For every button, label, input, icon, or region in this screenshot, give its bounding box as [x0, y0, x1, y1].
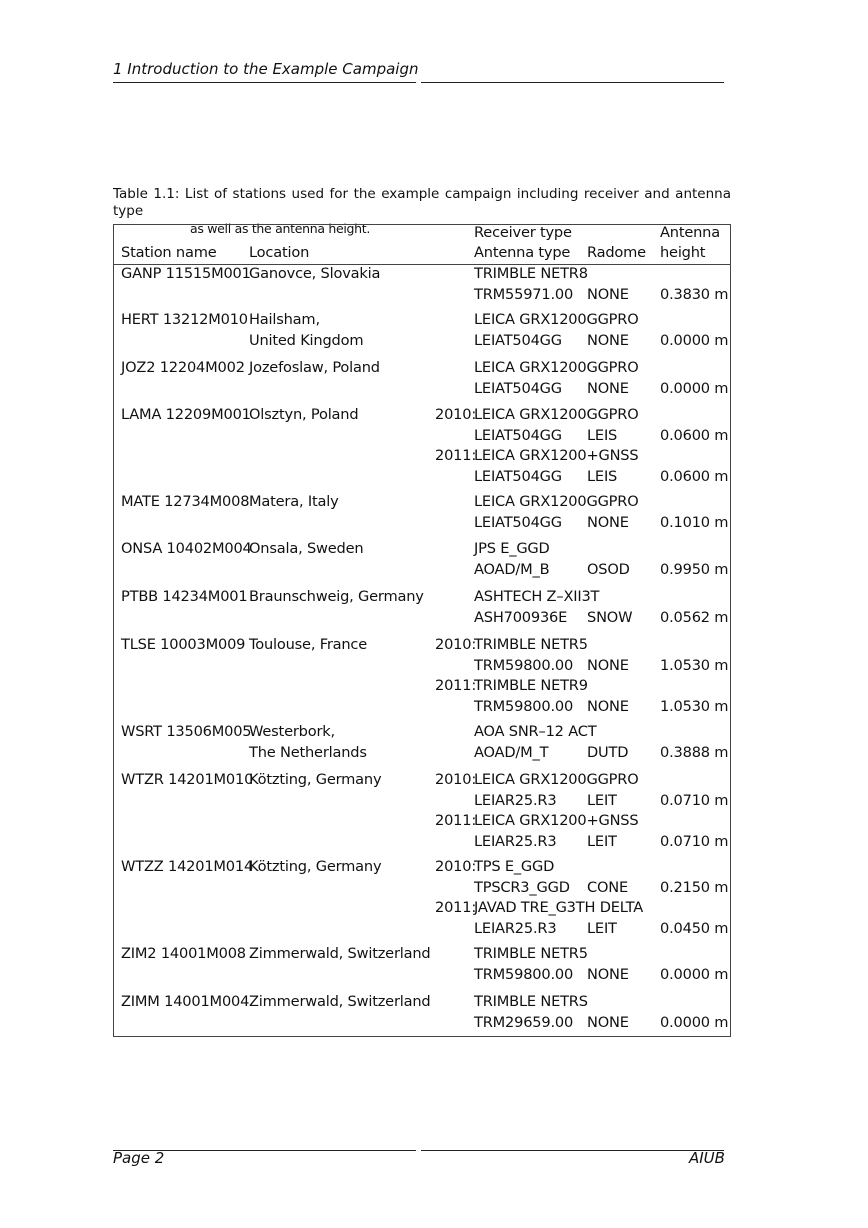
receiver-type: LEICA GRX1200+GNSS — [474, 447, 639, 464]
antenna-height: 1.0530 m — [660, 698, 729, 715]
installation-year: 2011: — [435, 812, 477, 829]
receiver-type: TRIMBLE NETR5 — [474, 636, 588, 653]
radome: NONE — [587, 966, 629, 983]
page-number: Page 2 — [113, 1149, 165, 1167]
radome: LEIS — [587, 427, 618, 444]
station-location: Olsztyn, Poland — [249, 406, 359, 423]
receiver-type: JAVAD TRE_G3TH DELTA — [474, 899, 644, 916]
radome: NONE — [587, 657, 629, 674]
antenna-type: LEIAR25.R3 — [474, 920, 557, 937]
station-location: Kötzting, Germany — [249, 858, 382, 875]
installation-year: 2011: — [435, 677, 477, 694]
header-antenna-type: Antenna type — [474, 244, 571, 261]
radome: NONE — [587, 332, 629, 349]
receiver-type: TRIMBLE NETR9 — [474, 677, 588, 694]
antenna-type: TRM55971.00 — [474, 286, 574, 303]
radome: SNOW — [587, 609, 633, 626]
radome: LEIS — [587, 468, 618, 485]
station-location: Jozefoslaw, Poland — [249, 359, 380, 376]
station-location: Kötzting, Germany — [249, 771, 382, 788]
station-name: GANP 11515M001 — [121, 265, 251, 282]
receiver-type: TRIMBLE NETRS — [474, 993, 588, 1010]
station-name: WTZR 14201M010 — [121, 771, 254, 788]
receiver-type: TRIMBLE NETR8 — [474, 265, 588, 282]
header-rule-left — [113, 82, 416, 83]
header-rule-right — [421, 82, 724, 83]
radome: NONE — [587, 514, 629, 531]
radome: CONE — [587, 879, 629, 896]
installation-year: 2010: — [435, 406, 477, 423]
header-station-name: Station name — [121, 244, 217, 261]
antenna-type: TRM29659.00 — [474, 1014, 574, 1031]
radome: NONE — [587, 1014, 629, 1031]
antenna-type: TRM59800.00 — [474, 657, 574, 674]
station-name: TLSE 10003M009 — [121, 636, 246, 653]
antenna-type: LEIAR25.R3 — [474, 792, 557, 809]
station-location: Matera, Italy — [249, 493, 339, 510]
radome: NONE — [587, 286, 629, 303]
antenna-type: TRM59800.00 — [474, 966, 574, 983]
station-location: Toulouse, France — [249, 636, 368, 653]
running-title: 1 Introduction to the Example Campaign — [113, 60, 419, 78]
header-location: Location — [249, 244, 310, 261]
antenna-type: AOAD/M_B — [474, 561, 550, 578]
receiver-type: LEICA GRX1200GGPRO — [474, 493, 639, 510]
antenna-height: 0.0000 m — [660, 332, 729, 349]
antenna-height: 1.0530 m — [660, 657, 729, 674]
receiver-type: TPS E_GGD — [474, 858, 555, 875]
caption-line-1: Table 1.1: List of stations used for the example campaign including receiver and antenna type — [113, 186, 731, 219]
antenna-type: LEIAT504GG — [474, 468, 562, 485]
radome: LEIT — [587, 833, 617, 850]
header-antenna: Antenna — [660, 224, 720, 241]
receiver-type: LEICA GRX1200GGPRO — [474, 311, 639, 328]
antenna-height: 0.0710 m — [660, 833, 729, 850]
station-name: ONSA 10402M004 — [121, 540, 252, 557]
header-radome: Radome — [587, 244, 646, 261]
antenna-type: LEIAT504GG — [474, 427, 562, 444]
antenna-height: 0.0000 m — [660, 966, 729, 983]
antenna-type: LEIAT504GG — [474, 332, 562, 349]
antenna-height: 0.3830 m — [660, 286, 729, 303]
receiver-type: LEICA GRX1200+GNSS — [474, 812, 639, 829]
station-location: The Netherlands — [249, 744, 367, 761]
antenna-type: TRM59800.00 — [474, 698, 574, 715]
radome: LEIT — [587, 792, 617, 809]
station-name: JOZ2 12204M002 — [121, 359, 245, 376]
antenna-type: LEIAT504GG — [474, 380, 562, 397]
antenna-height: 0.0600 m — [660, 468, 729, 485]
station-name: MATE 12734M008 — [121, 493, 250, 510]
station-name: LAMA 12209M001 — [121, 406, 251, 423]
header-height: height — [660, 244, 706, 261]
antenna-type: LEIAT504GG — [474, 514, 562, 531]
antenna-type: ASH700936E — [474, 609, 568, 626]
antenna-type: TPSCR3_GGD — [474, 879, 570, 896]
antenna-height: 0.0000 m — [660, 1014, 729, 1031]
receiver-type: ASHTECH Z–XII3T — [474, 588, 600, 605]
receiver-type: AOA SNR–12 ACT — [474, 723, 597, 740]
stations-table — [113, 224, 731, 1037]
station-name: WTZZ 14201M014 — [121, 858, 254, 875]
antenna-type: LEIAR25.R3 — [474, 833, 557, 850]
installation-year: 2010: — [435, 858, 477, 875]
receiver-type: LEICA GRX1200GGPRO — [474, 771, 639, 788]
station-location: Hailsham, — [249, 311, 320, 328]
installation-year: 2011: — [435, 899, 477, 916]
station-name: ZIMM 14001M004 — [121, 993, 250, 1010]
caption-line-2: as well as the antenna height. — [190, 221, 371, 236]
antenna-height: 0.0450 m — [660, 920, 729, 937]
receiver-type: LEICA GRX1200GGPRO — [474, 359, 639, 376]
station-location: Westerbork, — [249, 723, 335, 740]
antenna-height: 0.9950 m — [660, 561, 729, 578]
antenna-height: 0.0710 m — [660, 792, 729, 809]
antenna-height: 0.3888 m — [660, 744, 729, 761]
station-name: WSRT 13506M005 — [121, 723, 252, 740]
station-name: HERT 13212M010 — [121, 311, 248, 328]
installation-year: 2010: — [435, 636, 477, 653]
radome: NONE — [587, 698, 629, 715]
header-receiver-type: Receiver type — [474, 224, 572, 241]
antenna-height: 0.0600 m — [660, 427, 729, 444]
antenna-height: 0.0000 m — [660, 380, 729, 397]
antenna-type: AOAD/M_T — [474, 744, 549, 761]
antenna-height: 0.2150 m — [660, 879, 729, 896]
antenna-height: 0.1010 m — [660, 514, 729, 531]
radome: NONE — [587, 380, 629, 397]
station-name: ZIM2 14001M008 — [121, 945, 246, 962]
station-location: Zimmerwald, Switzerland — [249, 993, 431, 1010]
station-location: Zimmerwald, Switzerland — [249, 945, 431, 962]
installation-year: 2010: — [435, 771, 477, 788]
installation-year: 2011: — [435, 447, 477, 464]
institution-name: AIUB — [689, 1149, 725, 1167]
radome: DUTD — [587, 744, 629, 761]
station-name: PTBB 14234M001 — [121, 588, 248, 605]
receiver-type: TRIMBLE NETR5 — [474, 945, 588, 962]
receiver-type: JPS E_GGD — [474, 540, 550, 557]
radome: OSOD — [587, 561, 630, 578]
antenna-height: 0.0562 m — [660, 609, 729, 626]
footer-rule-right — [421, 1150, 724, 1151]
radome: LEIT — [587, 920, 617, 937]
station-location: Braunschweig, Germany — [249, 588, 424, 605]
station-location: Onsala, Sweden — [249, 540, 364, 557]
station-location: Ganovce, Slovakia — [249, 265, 381, 282]
station-location: United Kingdom — [249, 332, 364, 349]
receiver-type: LEICA GRX1200GGPRO — [474, 406, 639, 423]
